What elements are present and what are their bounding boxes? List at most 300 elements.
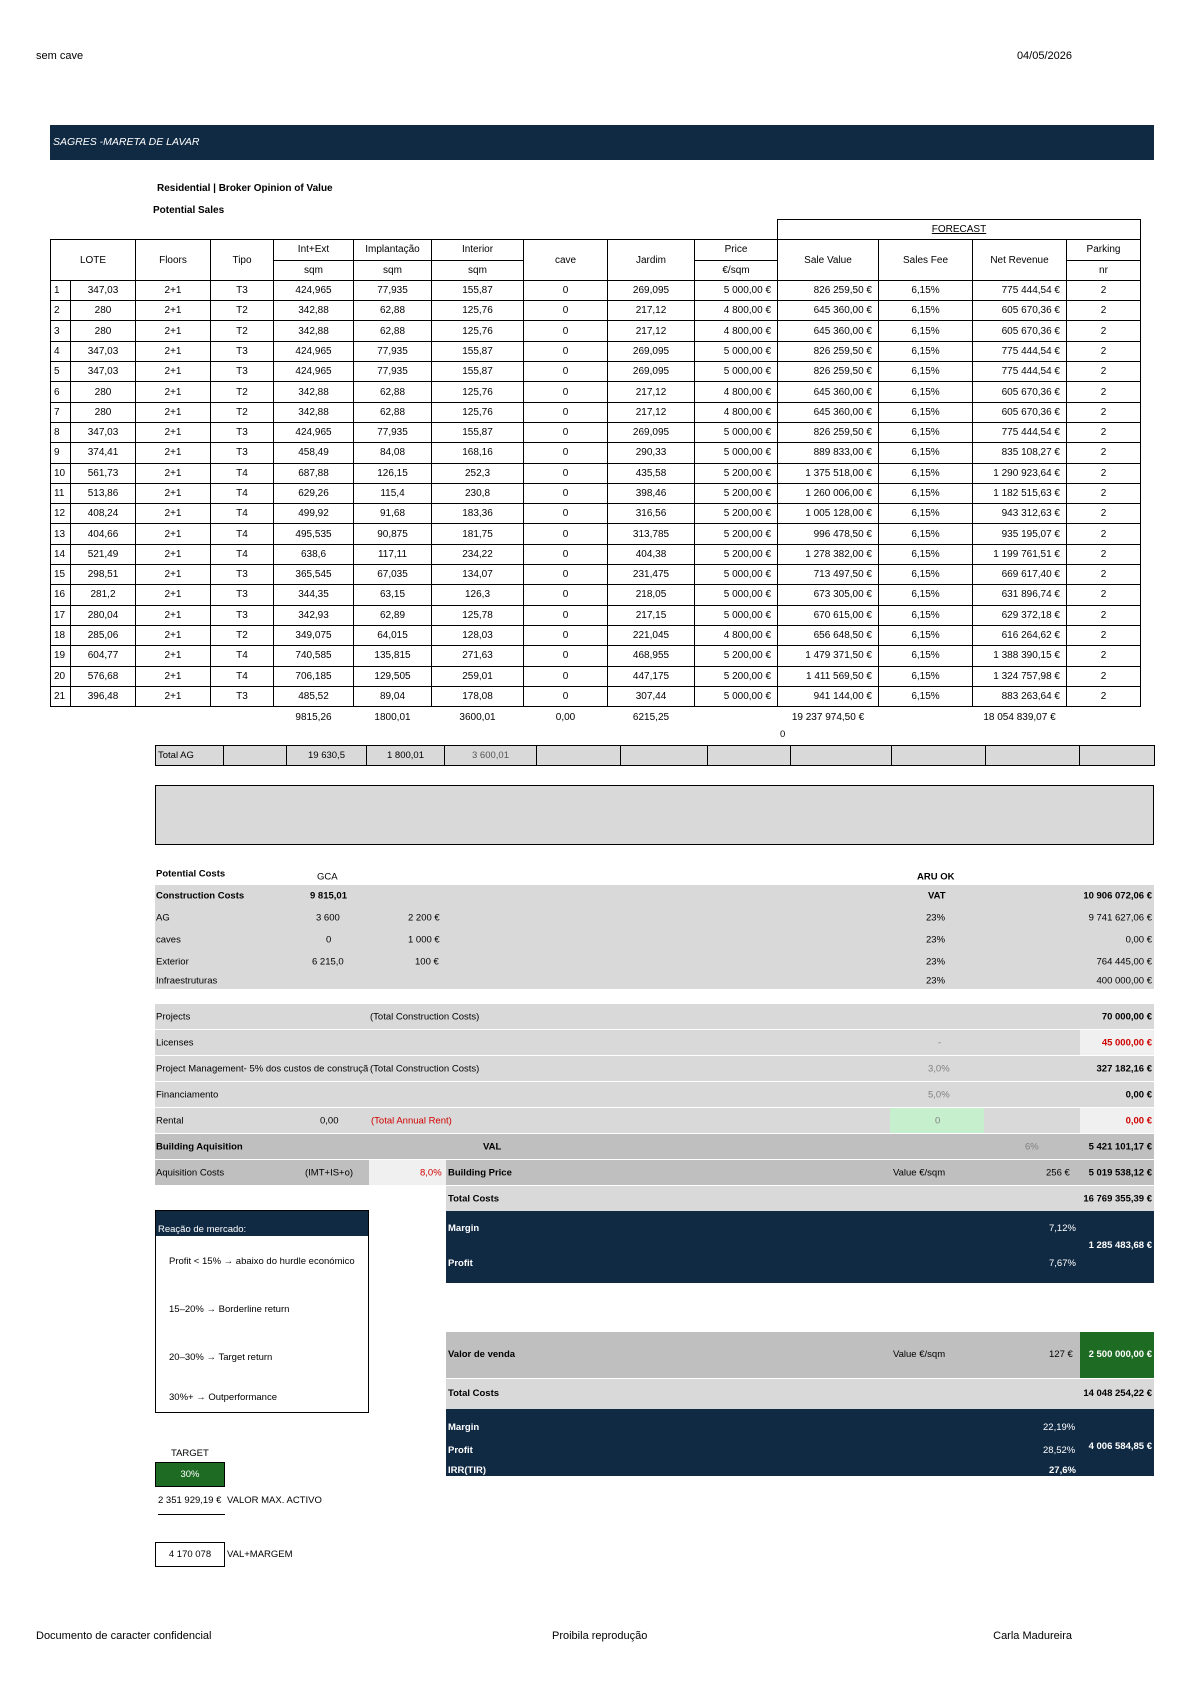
table-cell: 84,08 bbox=[354, 443, 432, 463]
table-cell: T4 bbox=[211, 483, 274, 503]
financing-label: Financiamento bbox=[156, 1089, 219, 1100]
table-cell: 0 bbox=[524, 524, 608, 544]
table-cell: 605 670,36 € bbox=[973, 382, 1067, 402]
rental-label: Rental bbox=[156, 1115, 184, 1126]
table-cell: 2+1 bbox=[136, 625, 211, 645]
table-cell: T2 bbox=[211, 625, 274, 645]
table-cell: 221,045 bbox=[608, 625, 695, 645]
table-cell: T4 bbox=[211, 524, 274, 544]
table-cell: 125,76 bbox=[432, 301, 524, 321]
table-cell: 374,41 bbox=[71, 443, 136, 463]
licenses-total: 45 000,00 € bbox=[1101, 1037, 1152, 1048]
table-cell: 935 195,07 € bbox=[973, 524, 1067, 544]
table-cell: 12 bbox=[51, 504, 71, 524]
table-cell: 2 bbox=[1067, 280, 1141, 300]
table-cell: 134,07 bbox=[432, 565, 524, 585]
table-cell: T3 bbox=[211, 280, 274, 300]
table-cell: 706,185 bbox=[274, 666, 354, 686]
table-cell: 4 800,00 € bbox=[695, 382, 778, 402]
header-left: sem cave bbox=[36, 50, 84, 62]
table-row bbox=[51, 625, 1141, 645]
s2-profit: 28,52% bbox=[1043, 1445, 1076, 1456]
table-cell: 629,26 bbox=[274, 483, 354, 503]
building-total: 5 421 101,17 € bbox=[1088, 1141, 1152, 1152]
infra-total: 400 000,00 € bbox=[1096, 975, 1152, 987]
caves-total: 0,00 € bbox=[1125, 934, 1152, 946]
table-cell: 342,88 bbox=[274, 382, 354, 402]
table-cell: 19 bbox=[51, 646, 71, 666]
unit-eur-sqm: €/sqm bbox=[695, 260, 778, 280]
table-cell: 342,88 bbox=[274, 301, 354, 321]
table-cell: 90,875 bbox=[354, 524, 432, 544]
table-cell: T3 bbox=[211, 585, 274, 605]
table-cell: 285,06 bbox=[71, 625, 136, 645]
table-cell: 62,89 bbox=[354, 605, 432, 625]
table-cell: 316,56 bbox=[608, 504, 695, 524]
table-cell: 155,87 bbox=[432, 422, 524, 442]
s2-value-sqm: 127 € bbox=[1049, 1349, 1073, 1360]
val-margin-value: 4 170 078 bbox=[155, 1542, 225, 1567]
total-ag-intext: 19 630,5 bbox=[287, 746, 367, 766]
table-cell: 6,15% bbox=[879, 280, 973, 300]
profit-label: Profit bbox=[448, 1258, 473, 1269]
max-value: 2 351 929,19 € bbox=[158, 1495, 225, 1515]
ag-rate: 2 200 € bbox=[408, 912, 440, 924]
table-cell: T3 bbox=[211, 422, 274, 442]
rental-value: 0,00 bbox=[320, 1115, 339, 1126]
table-cell: T3 bbox=[211, 341, 274, 361]
table-cell: 1 005 128,00 € bbox=[778, 504, 879, 524]
table-cell: 6,15% bbox=[879, 544, 973, 564]
table-cell: 231,475 bbox=[608, 565, 695, 585]
table-cell: 513,86 bbox=[71, 483, 136, 503]
table-cell: 1 278 382,00 € bbox=[778, 544, 879, 564]
val-margin-label: VAL+MARGEM bbox=[227, 1549, 293, 1560]
construction-value: 9 815,01 bbox=[310, 890, 347, 902]
unit-sqm: sqm bbox=[354, 260, 432, 280]
caves-label: caves bbox=[156, 934, 181, 946]
table-cell: 77,935 bbox=[354, 362, 432, 382]
table-cell: 6,15% bbox=[879, 443, 973, 463]
table-cell: 0 bbox=[524, 402, 608, 422]
table-cell: 2+1 bbox=[136, 443, 211, 463]
table-row bbox=[51, 686, 1141, 706]
building-label: Building Aquisition bbox=[156, 1141, 243, 1152]
table-cell: 298,51 bbox=[71, 565, 136, 585]
table-cell: 183,36 bbox=[432, 504, 524, 524]
table-cell: 2 bbox=[1067, 321, 1141, 341]
report-subtitle: Residential | Broker Opinion of Value bbox=[157, 183, 333, 194]
total-ag-label: Total AG bbox=[156, 746, 224, 766]
construction-total: 10 906 072,06 € bbox=[1083, 890, 1152, 902]
table-cell: 18 bbox=[51, 625, 71, 645]
table-cell: 0 bbox=[524, 483, 608, 503]
table-cell: 4 800,00 € bbox=[695, 402, 778, 422]
table-cell: 5 200,00 € bbox=[695, 544, 778, 564]
table-cell: 62,88 bbox=[354, 301, 432, 321]
table-cell: 0 bbox=[524, 605, 608, 625]
table-cell: 349,075 bbox=[274, 625, 354, 645]
exterior-label: Exterior bbox=[156, 956, 189, 968]
table-cell: 281,2 bbox=[71, 585, 136, 605]
margin-block-1 bbox=[446, 1211, 1154, 1283]
table-cell: T4 bbox=[211, 646, 274, 666]
table-cell: 645 360,00 € bbox=[778, 382, 879, 402]
table-cell: 0 bbox=[524, 280, 608, 300]
table-cell: 2 bbox=[1067, 341, 1141, 361]
col-sale-value: Sale Value bbox=[778, 240, 879, 281]
financing-total: 0,00 € bbox=[1125, 1089, 1152, 1100]
table-cell: 347,03 bbox=[71, 362, 136, 382]
table-cell: 2+1 bbox=[136, 422, 211, 442]
table-cell: 0 bbox=[524, 585, 608, 605]
table-cell: 0 bbox=[524, 443, 608, 463]
table-cell: 2 bbox=[1067, 504, 1141, 524]
total-costs-label: Total Costs bbox=[448, 1193, 500, 1204]
table-cell: 889 833,00 € bbox=[778, 443, 879, 463]
table-cell: T2 bbox=[211, 402, 274, 422]
s2-total-costs: 14 048 254,22 € bbox=[1083, 1388, 1152, 1399]
table-cell: 2+1 bbox=[136, 666, 211, 686]
table-cell: 2 bbox=[1067, 666, 1141, 686]
table-cell: 6,15% bbox=[879, 422, 973, 442]
table-cell: 5 200,00 € bbox=[695, 483, 778, 503]
table-cell: 126,3 bbox=[432, 585, 524, 605]
table-cell: 670 615,00 € bbox=[778, 605, 879, 625]
table-cell: 775 444,54 € bbox=[973, 341, 1067, 361]
table-cell: 344,35 bbox=[274, 585, 354, 605]
table-cell: 656 648,50 € bbox=[778, 625, 879, 645]
s2-value-sqm-label: Value €/sqm bbox=[893, 1349, 946, 1360]
table-cell: 347,03 bbox=[71, 280, 136, 300]
table-cell: 835 108,27 € bbox=[973, 443, 1067, 463]
table-cell: 941 144,00 € bbox=[778, 686, 879, 706]
table-cell: 4 bbox=[51, 341, 71, 361]
projects-note: (Total Construction Costs) bbox=[370, 1011, 480, 1022]
table-cell: 2+1 bbox=[136, 524, 211, 544]
table-cell: 2+1 bbox=[136, 463, 211, 483]
table-cell: 290,33 bbox=[608, 443, 695, 463]
s2-margin: 22,19% bbox=[1043, 1422, 1076, 1433]
table-cell: 218,05 bbox=[608, 585, 695, 605]
table-cell: 2 bbox=[1067, 483, 1141, 503]
building-price-label: Building Price bbox=[448, 1167, 512, 1178]
table-cell: 14 bbox=[51, 544, 71, 564]
table-cell: 673 305,00 € bbox=[778, 585, 879, 605]
table-cell: 0 bbox=[524, 341, 608, 361]
table-cell: 269,095 bbox=[608, 280, 695, 300]
projects-total: 70 000,00 € bbox=[1101, 1011, 1152, 1022]
table-cell: 2 bbox=[1067, 463, 1141, 483]
col-floors: Floors bbox=[136, 240, 211, 281]
table-cell: 6,15% bbox=[879, 605, 973, 625]
table-cell: 404,66 bbox=[71, 524, 136, 544]
table-cell: 6,15% bbox=[879, 362, 973, 382]
table-cell: 996 478,50 € bbox=[778, 524, 879, 544]
table-row bbox=[51, 666, 1141, 686]
ag-vat: 23% bbox=[926, 912, 946, 924]
table-cell: 2 bbox=[1067, 362, 1141, 382]
pm-note: (Total Construction Costs) bbox=[370, 1063, 480, 1074]
acq-label: Aquisition Costs bbox=[156, 1167, 225, 1178]
table-row bbox=[51, 483, 1141, 503]
margin-block-2 bbox=[446, 1409, 1154, 1476]
table-cell: 5 000,00 € bbox=[695, 422, 778, 442]
table-cell: 447,175 bbox=[608, 666, 695, 686]
table-cell: 6,15% bbox=[879, 666, 973, 686]
table-cell: 6,15% bbox=[879, 625, 973, 645]
table-cell: 1 479 371,50 € bbox=[778, 646, 879, 666]
costs-title: Potential Costs bbox=[156, 868, 226, 880]
table-cell: 135,815 bbox=[354, 646, 432, 666]
table-cell: 669 617,40 € bbox=[973, 565, 1067, 585]
table-cell: 2 bbox=[1067, 605, 1141, 625]
ag-label: AG bbox=[156, 912, 170, 924]
table-cell: 128,03 bbox=[432, 625, 524, 645]
table-cell: 604,77 bbox=[71, 646, 136, 666]
caves-rate: 1 000 € bbox=[408, 934, 440, 946]
table-row bbox=[51, 422, 1141, 442]
table-row bbox=[51, 585, 1141, 605]
table-row bbox=[51, 544, 1141, 564]
table-cell: 645 360,00 € bbox=[778, 321, 879, 341]
table-cell: 155,87 bbox=[432, 280, 524, 300]
table-cell: 6,15% bbox=[879, 402, 973, 422]
table-cell: 1 199 761,51 € bbox=[973, 544, 1067, 564]
table-cell: T3 bbox=[211, 362, 274, 382]
table-cell: 0 bbox=[524, 301, 608, 321]
table-cell: T3 bbox=[211, 443, 274, 463]
table-row bbox=[51, 280, 1141, 300]
forecast-header: FORECAST bbox=[778, 220, 1141, 240]
table-cell: 499,92 bbox=[274, 504, 354, 524]
footer-left: Documento de caracter confidencial bbox=[36, 1630, 212, 1642]
table-cell: 404,38 bbox=[608, 544, 695, 564]
rental-note: (Total Annual Rent) bbox=[371, 1115, 452, 1126]
target-label: TARGET bbox=[171, 1448, 209, 1459]
table-cell: T4 bbox=[211, 504, 274, 524]
table-cell: 775 444,54 € bbox=[973, 422, 1067, 442]
table-cell: 629 372,18 € bbox=[973, 605, 1067, 625]
table-cell: 217,12 bbox=[608, 402, 695, 422]
table-cell: 398,46 bbox=[608, 483, 695, 503]
table-cell: 2+1 bbox=[136, 402, 211, 422]
table-cell: 435,58 bbox=[608, 463, 695, 483]
projects-label: Projects bbox=[156, 1011, 191, 1022]
table-cell: 2 bbox=[1067, 646, 1141, 666]
total-ag-interior: 3 600,01 bbox=[445, 746, 537, 766]
notes-box bbox=[155, 785, 1154, 845]
project-banner: SAGRES -MARETA DE LAVAR bbox=[50, 125, 1154, 160]
table-cell: 280 bbox=[71, 402, 136, 422]
table-cell: 2 bbox=[1067, 402, 1141, 422]
table-cell: 181,75 bbox=[432, 524, 524, 544]
table-cell: 775 444,54 € bbox=[973, 362, 1067, 382]
table-cell: 2 bbox=[1067, 565, 1141, 585]
table-cell: 125,78 bbox=[432, 605, 524, 625]
table-cell: 0 bbox=[524, 646, 608, 666]
table-cell: 230,8 bbox=[432, 483, 524, 503]
header-date: 04/05/2026 bbox=[1016, 50, 1072, 62]
table-cell: 126,15 bbox=[354, 463, 432, 483]
profit-value: 1 285 483,68 € bbox=[1088, 1240, 1152, 1251]
col-implantacao: Implantação bbox=[354, 240, 432, 260]
table-cell: 0 bbox=[524, 463, 608, 483]
table-cell: 6,15% bbox=[879, 504, 973, 524]
table-cell: 280 bbox=[71, 382, 136, 402]
table-cell: 5 200,00 € bbox=[695, 646, 778, 666]
table-cell: 1 bbox=[51, 280, 71, 300]
table-cell: 5 200,00 € bbox=[695, 666, 778, 686]
table-cell: 347,03 bbox=[71, 422, 136, 442]
table-cell: 4 800,00 € bbox=[695, 321, 778, 341]
pm-total: 327 182,16 € bbox=[1096, 1063, 1152, 1074]
table-cell: 687,88 bbox=[274, 463, 354, 483]
table-cell: 115,4 bbox=[354, 483, 432, 503]
table-cell: 6,15% bbox=[879, 524, 973, 544]
table-cell: 217,12 bbox=[608, 321, 695, 341]
table-cell: 2+1 bbox=[136, 504, 211, 524]
table-row bbox=[51, 463, 1141, 483]
table-cell: 485,52 bbox=[274, 686, 354, 706]
table-cell: 11 bbox=[51, 483, 71, 503]
ag-area: 3 600 bbox=[316, 912, 340, 924]
vat-label: VAT bbox=[928, 890, 946, 902]
table-cell: 13 bbox=[51, 524, 71, 544]
table-cell: 77,935 bbox=[354, 280, 432, 300]
exterior-vat: 23% bbox=[926, 956, 946, 968]
table-cell: 5 200,00 € bbox=[695, 463, 778, 483]
table-cell: 826 259,50 € bbox=[778, 280, 879, 300]
max-value-label: VALOR MAX. ACTIVO bbox=[227, 1495, 322, 1506]
table-cell: 5 000,00 € bbox=[695, 565, 778, 585]
table-cell: 5 000,00 € bbox=[695, 341, 778, 361]
table-cell: 62,88 bbox=[354, 382, 432, 402]
table-cell: 5 bbox=[51, 362, 71, 382]
ag-total: 9 741 627,06 € bbox=[1088, 912, 1152, 924]
col-cave: cave bbox=[524, 240, 608, 281]
table-cell: 605 670,36 € bbox=[973, 321, 1067, 341]
table-cell: T2 bbox=[211, 301, 274, 321]
table-cell: 458,49 bbox=[274, 443, 354, 463]
profit-pct: 7,67% bbox=[1049, 1258, 1076, 1269]
table-cell: 234,22 bbox=[432, 544, 524, 564]
table-cell: 424,965 bbox=[274, 280, 354, 300]
table-cell: 67,035 bbox=[354, 565, 432, 585]
table-cell: 347,03 bbox=[71, 341, 136, 361]
market-title: Reação de mercado: bbox=[156, 1211, 368, 1236]
col-jardim: Jardim bbox=[608, 240, 695, 281]
table-cell: 713 497,50 € bbox=[778, 565, 879, 585]
margin-pct: 7,12% bbox=[1049, 1223, 1076, 1234]
bp-value-sqm-label: Value €/sqm bbox=[893, 1167, 946, 1178]
table-cell: 252,3 bbox=[432, 463, 524, 483]
table-cell: 2+1 bbox=[136, 301, 211, 321]
table-cell: 280 bbox=[71, 321, 136, 341]
table-cell: 2 bbox=[1067, 625, 1141, 645]
table-cell: 943 312,63 € bbox=[973, 504, 1067, 524]
table-cell: 6,15% bbox=[879, 463, 973, 483]
table-row bbox=[51, 504, 1141, 524]
exterior-rate: 100 € bbox=[415, 956, 439, 968]
table-cell: 645 360,00 € bbox=[778, 301, 879, 321]
pm-label: Project Management- 5% dos custos de construçã bbox=[156, 1063, 369, 1074]
table-cell: 6,15% bbox=[879, 585, 973, 605]
table-cell: 89,04 bbox=[354, 686, 432, 706]
table-cell: 269,095 bbox=[608, 341, 695, 361]
table-cell: 2 bbox=[1067, 443, 1141, 463]
table-cell: 8 bbox=[51, 422, 71, 442]
table-cell: T4 bbox=[211, 666, 274, 686]
table-cell: 2 bbox=[1067, 544, 1141, 564]
construction-label: Construction Costs bbox=[156, 890, 245, 902]
market-item: Profit < 15% → abaixo do hurdle económico bbox=[169, 1256, 355, 1267]
table-cell: 740,585 bbox=[274, 646, 354, 666]
acq-pct: 8,0% bbox=[420, 1167, 442, 1178]
table-cell: 1 290 923,64 € bbox=[973, 463, 1067, 483]
s2-margin-label: Margin bbox=[448, 1422, 480, 1433]
table-cell: 5 000,00 € bbox=[695, 280, 778, 300]
footer-center: Proibila reprodução bbox=[552, 1630, 648, 1642]
table-cell: 468,955 bbox=[608, 646, 695, 666]
table-cell: 5 000,00 € bbox=[695, 585, 778, 605]
unit-sqm: sqm bbox=[432, 260, 524, 280]
val-label: VAL bbox=[483, 1141, 502, 1152]
sale-value-row bbox=[446, 1332, 1154, 1378]
table-cell: 117,11 bbox=[354, 544, 432, 564]
total-sale-value: 19 237 974,50 € bbox=[791, 711, 865, 723]
table-cell: 495,535 bbox=[274, 524, 354, 544]
table-cell: 7 bbox=[51, 402, 71, 422]
table-cell: 2+1 bbox=[136, 321, 211, 341]
rental-total: 0,00 € bbox=[1125, 1115, 1152, 1126]
table-cell: 638,6 bbox=[274, 544, 354, 564]
table-cell: 2+1 bbox=[136, 646, 211, 666]
table-cell: 2+1 bbox=[136, 605, 211, 625]
col-lote: LOTE bbox=[51, 240, 136, 281]
total-ag-implantacao: 1 800,01 bbox=[367, 746, 445, 766]
table-cell: 217,12 bbox=[608, 382, 695, 402]
table-cell: 129,505 bbox=[354, 666, 432, 686]
table-cell: 1 324 757,98 € bbox=[973, 666, 1067, 686]
table-row bbox=[51, 646, 1141, 666]
pm-pct: 3,0% bbox=[928, 1063, 950, 1074]
table-cell: 16 bbox=[51, 585, 71, 605]
bp-value-sqm: 256 € bbox=[1046, 1167, 1070, 1178]
table-cell: T2 bbox=[211, 382, 274, 402]
table-cell: 0 bbox=[524, 625, 608, 645]
tc-bg bbox=[446, 1186, 1154, 1211]
table-cell: 6,15% bbox=[879, 341, 973, 361]
table-cell: 4 800,00 € bbox=[695, 625, 778, 645]
table-cell: 2 bbox=[1067, 301, 1141, 321]
market-item: 15–20% → Borderline return bbox=[169, 1304, 290, 1315]
s2-total-costs-row bbox=[446, 1379, 1154, 1409]
total-interior: 3600,01 bbox=[459, 711, 496, 723]
table-cell: 2 bbox=[1067, 524, 1141, 544]
table-cell: 2 bbox=[1067, 585, 1141, 605]
market-item: 20–30% → Target return bbox=[169, 1352, 273, 1363]
unit-sqm: sqm bbox=[274, 260, 354, 280]
table-cell: 1 182 515,63 € bbox=[973, 483, 1067, 503]
table-cell: 64,015 bbox=[354, 625, 432, 645]
table-cell: 5 000,00 € bbox=[695, 443, 778, 463]
table-cell: 616 264,62 € bbox=[973, 625, 1067, 645]
table-cell: 1 375 518,00 € bbox=[778, 463, 879, 483]
table-cell: 77,935 bbox=[354, 341, 432, 361]
table-cell: 342,93 bbox=[274, 605, 354, 625]
unit-nr: nr bbox=[1067, 260, 1141, 280]
